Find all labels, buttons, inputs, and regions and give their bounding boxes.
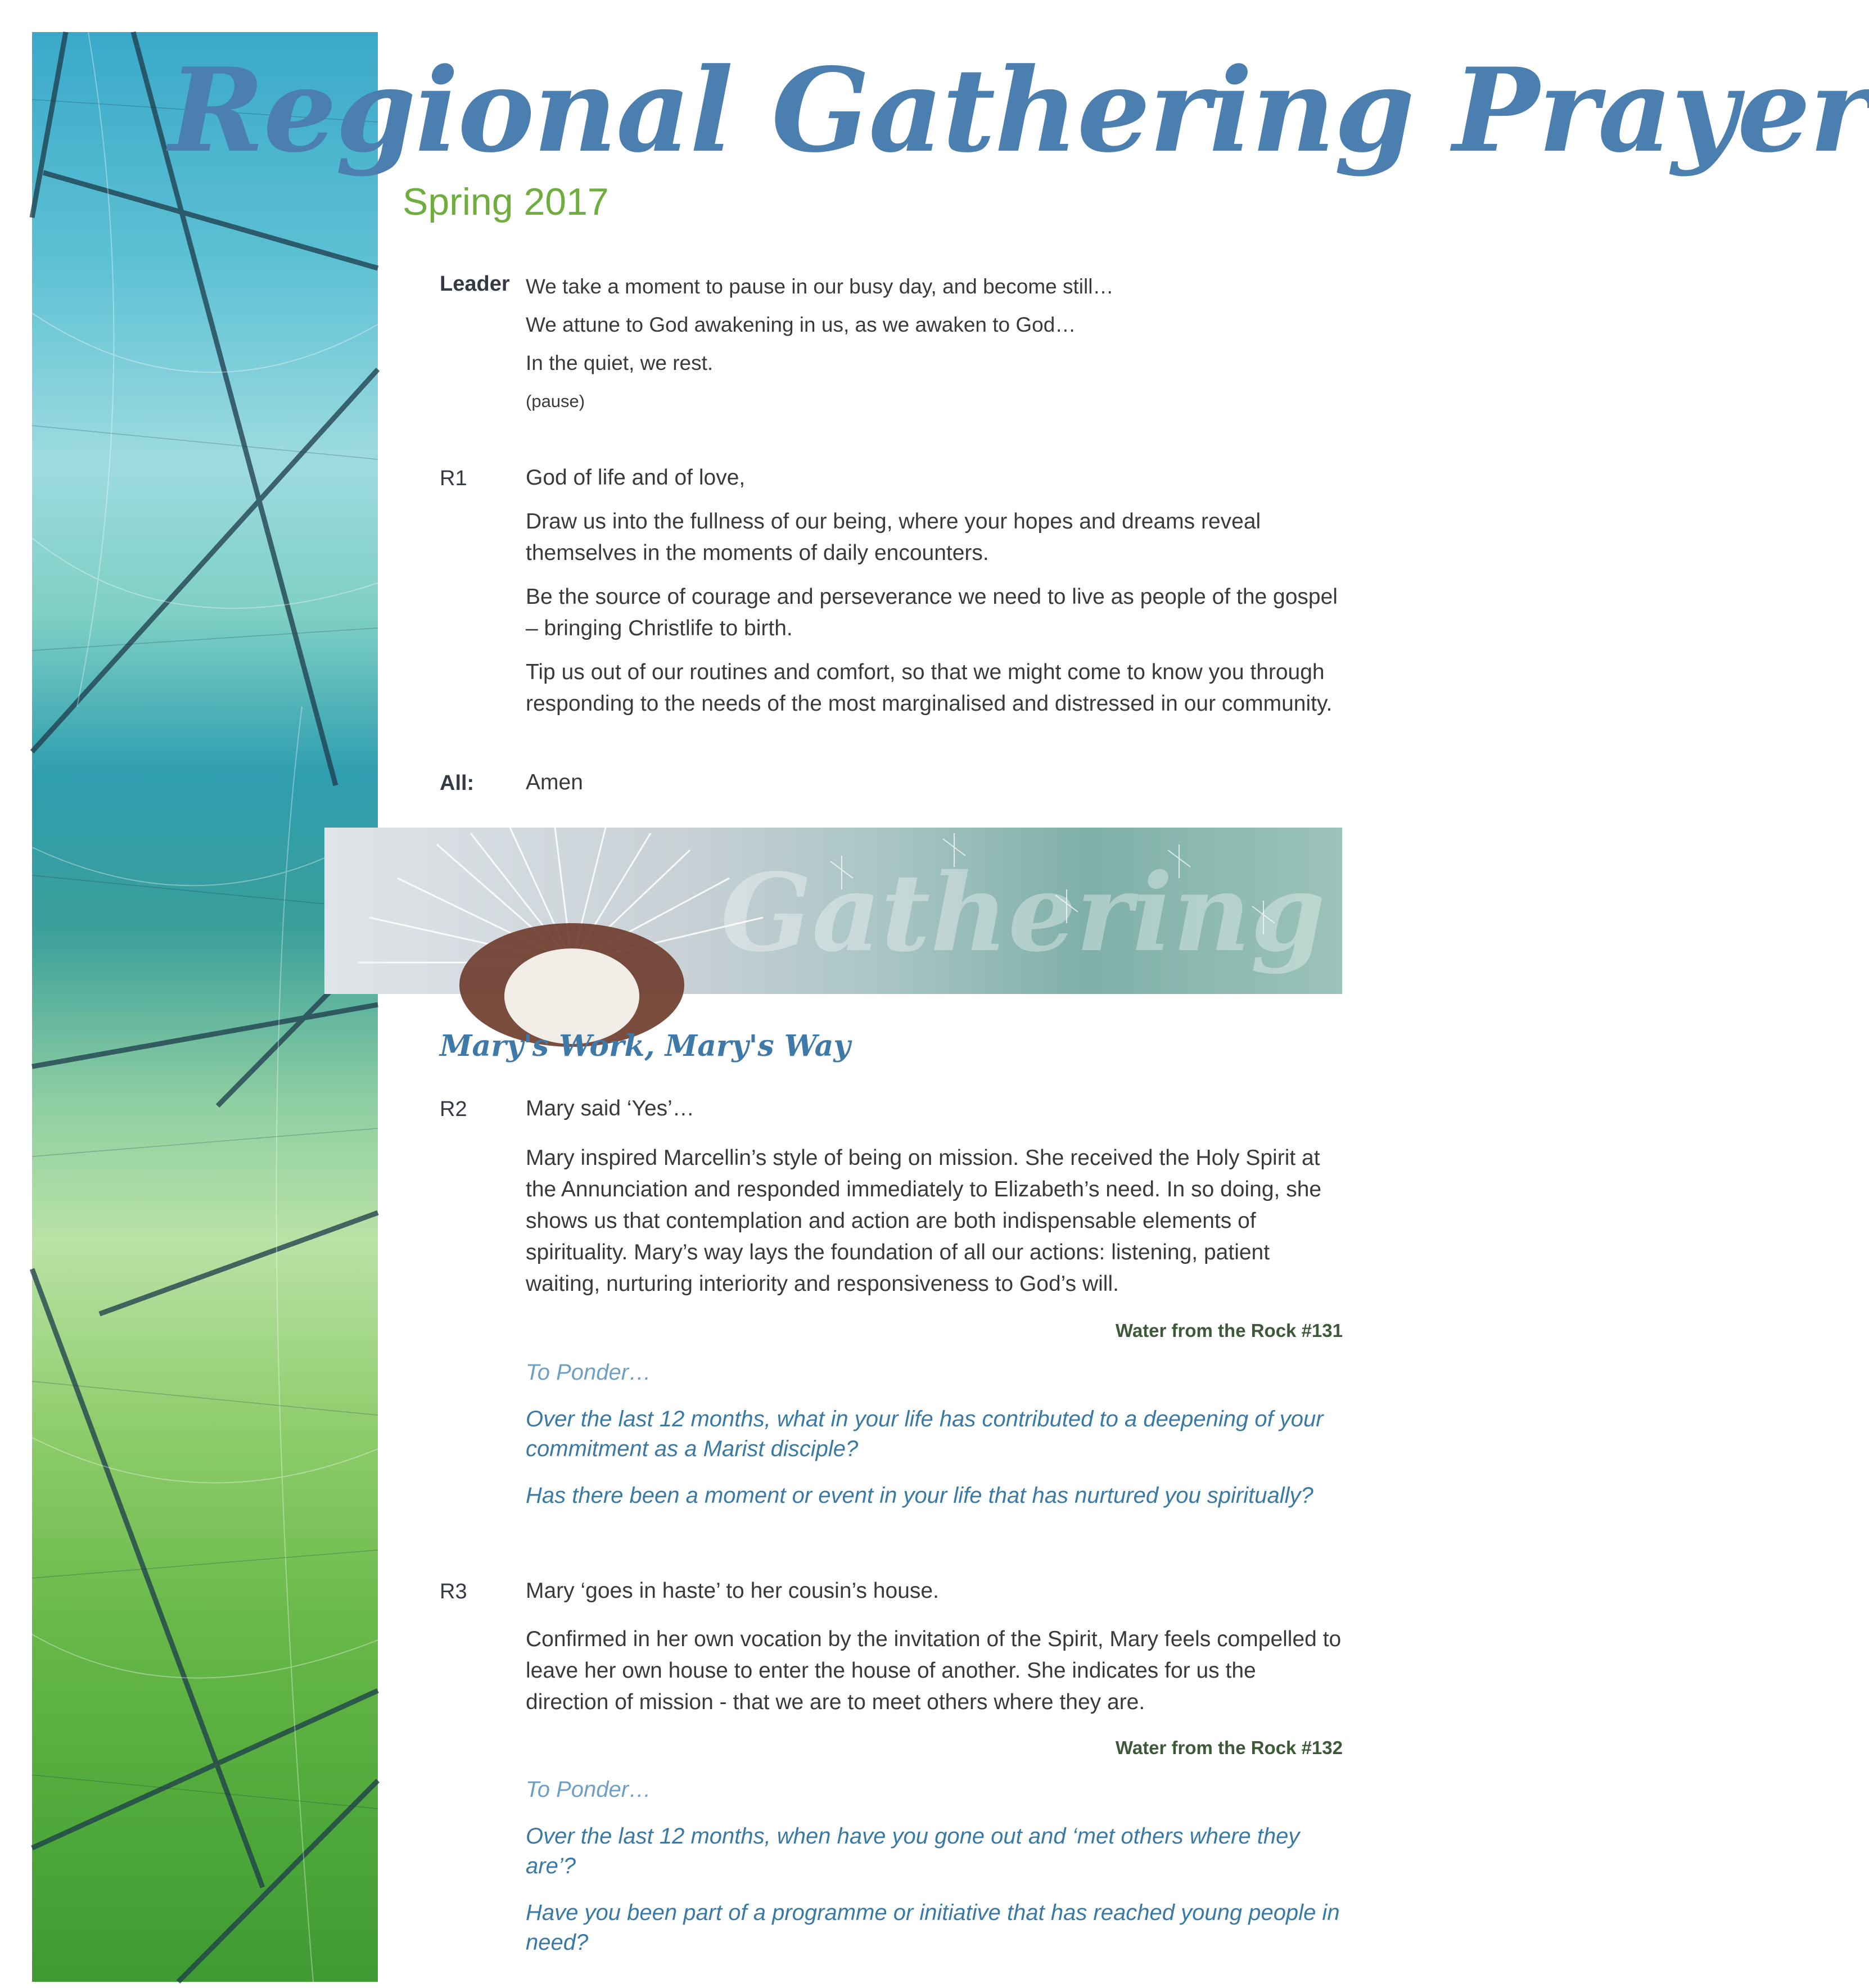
ponder-question: Over the last 12 months, what in your life has contributed to a deepening of your commitment as a Marist disciple? <box>526 1407 1324 1461</box>
page-subtitle: Spring 2017 <box>403 180 609 223</box>
ponder-label: To Ponder… <box>526 1360 652 1385</box>
r3-paragraph: Confirmed in her own vocation by the invitation of the Spirit, Mary feels compelled to leave her own house to enter the house of another. She indicates for us the direction of mission - that we are to meet others where they are. <box>526 1627 1342 1714</box>
r2-source: Water from the Rock #131 <box>1115 1320 1343 1341</box>
r3-ponder <box>526 1775 1344 1975</box>
role-all: All: <box>440 771 475 795</box>
r2-paragraph: Mary said ‘Yes’… <box>526 1096 694 1120</box>
pause-note: (pause) <box>526 391 585 411</box>
r1-paragraph: God of life and of love, <box>526 466 746 490</box>
ponder-question: Over the last 12 months, when have you gone out and ‘met others where they are’? <box>526 1824 1300 1878</box>
role-r2: R2 <box>440 1097 467 1121</box>
leader-line: We take a moment to pause in our busy day, and become still… <box>526 275 1114 298</box>
r1-response: Amen <box>526 770 583 794</box>
dandelion-image <box>324 828 1342 994</box>
r1-paragraph: Draw us into the fullness of our being, where your hopes and dreams reveal themselves in the moments of daily encounters. <box>526 509 1261 565</box>
ponder-label: To Ponder… <box>526 1777 652 1802</box>
r1-paragraph: Be the source of courage and perseverance we need to live as people of the gospel – bringing Christlife to birth. <box>526 585 1338 640</box>
ponder-question: Have you been part of a programme or initiative that has reached young people in need? <box>526 1900 1340 1955</box>
r3-text <box>526 1575 1344 1731</box>
r1-paragraph: Tip us out of our routines and comfort, so that we might come to know you through responding to the needs of the most marginalised and distressed in our community. <box>526 660 1333 716</box>
page-title: Regional Gathering Prayer <box>169 43 1869 178</box>
banner-word: Gathering <box>720 850 1325 975</box>
role-r3: R3 <box>440 1580 467 1603</box>
r2-paragraph: Mary inspired Marcellin’s style of being on mission. She received the Holy Spirit at the Annunciation and responded immediately to Elizabeth’s need. In so doing, she shows us that contemplation and action are both indispensable elements of spirituality. Mary’s way lays the foundation of all our actions: listening, patient waiting, nurturing interiority and responsiveness to God’s will. <box>526 1146 1322 1296</box>
r3-source: Water from the Rock #132 <box>1115 1737 1343 1758</box>
ponder-question: Has there been a moment or event in your life that has nurtured you spiritually? <box>526 1483 1313 1508</box>
r3-paragraph: Mary ‘goes in haste’ to her cousin’s house. <box>526 1579 939 1603</box>
leader-line: We attune to God awakening in us, as we awaken to God… <box>526 313 1076 336</box>
role-r1: R1 <box>440 467 467 490</box>
role-leader: Leader <box>440 272 510 296</box>
leaf-banner-image <box>32 32 378 1982</box>
leader-line: In the quiet, we rest. <box>526 351 714 374</box>
leader-text <box>526 268 1344 421</box>
r2-text <box>526 1093 1344 1312</box>
section-heading: Mary's Work, Mary's Way <box>440 1029 851 1063</box>
r1-text <box>526 462 1344 732</box>
r2-ponder <box>526 1358 1344 1528</box>
leaf-veins-icon <box>32 32 378 1982</box>
